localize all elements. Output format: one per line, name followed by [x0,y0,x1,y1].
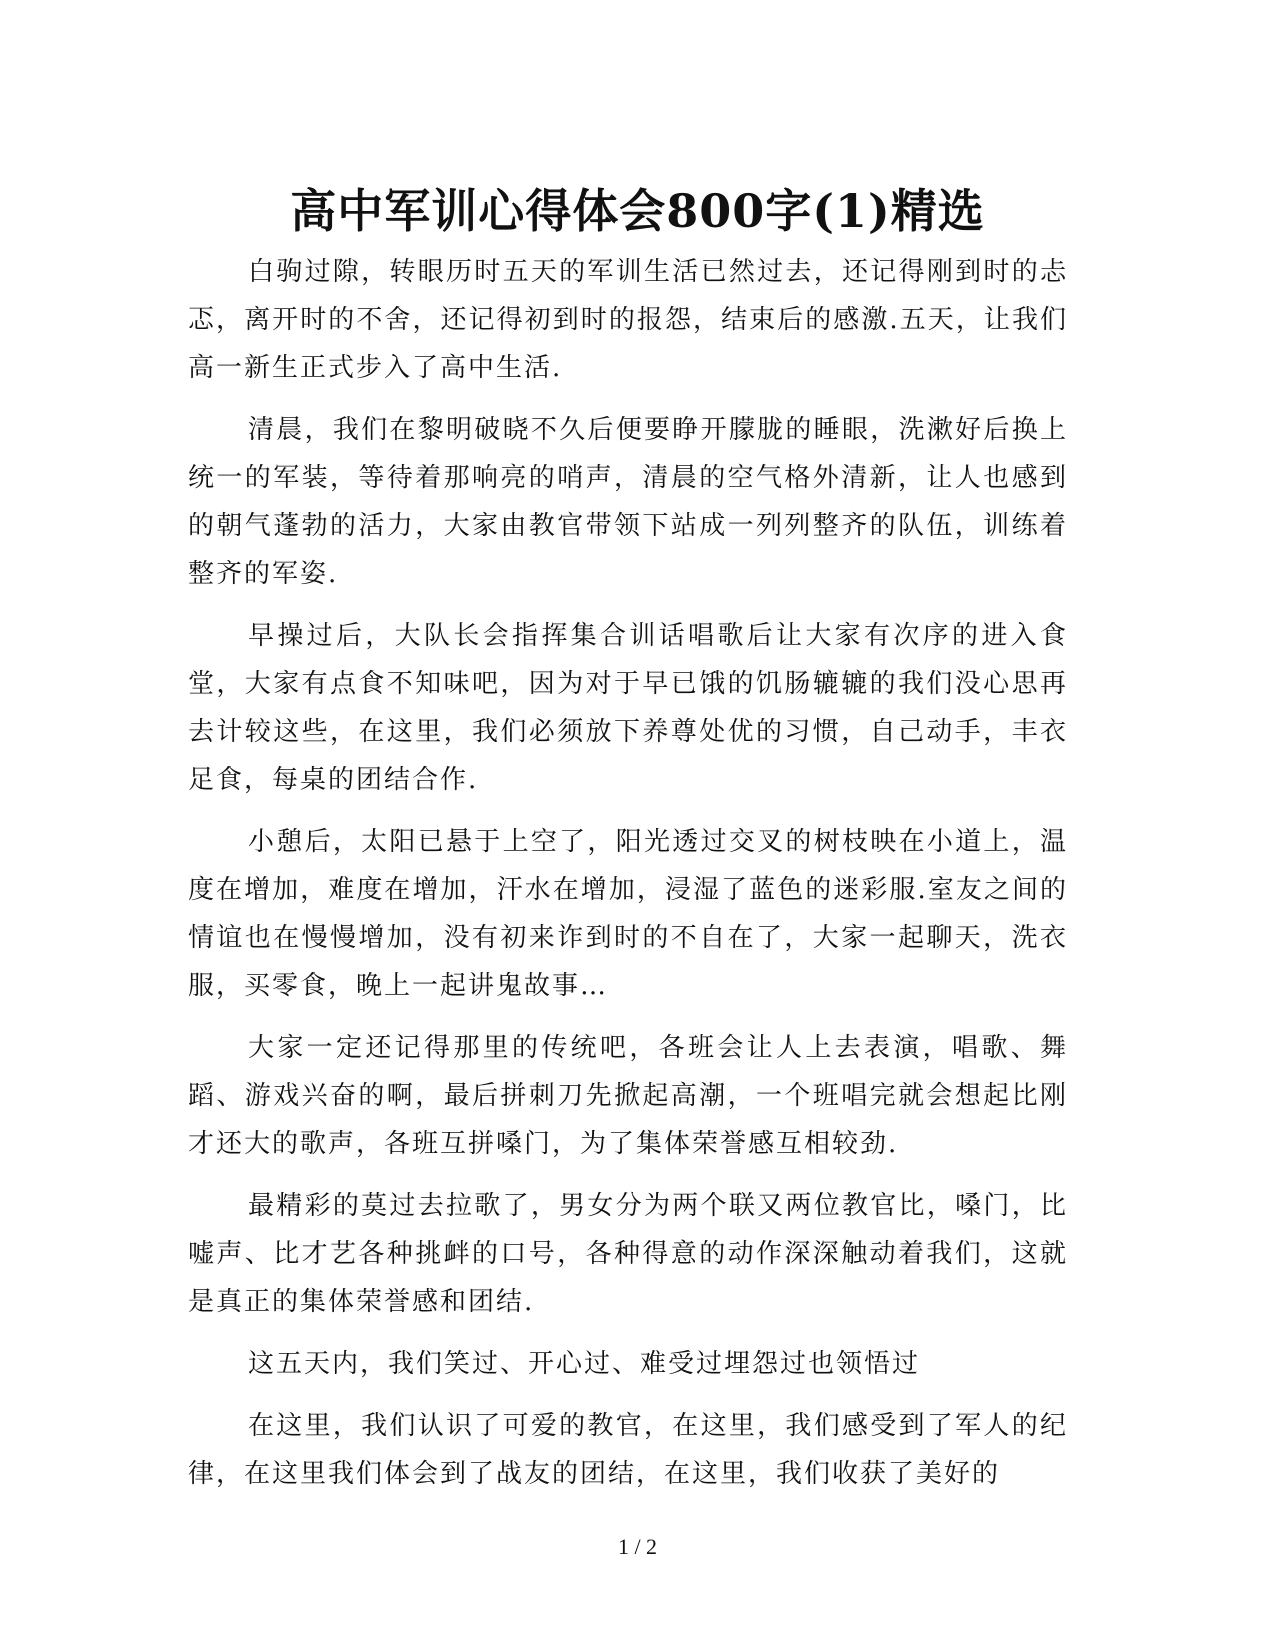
document-body [188,248,1068,1512]
paragraph-2: 清晨，我们在黎明破晓不久后便要睁开朦胧的睡眼，洗漱好后换上统一的军装，等待着那响亮的哨声，清晨的空气格外清新，让人也感到的朝气蓬勃的活力，大家由教官带领下站成一列列整齐的队伍，训练着整齐的军姿. [188,415,1068,589]
paragraph-7: 这五天内，我们笑过、开心过、难受过埋怨过也领悟过 [248,1349,921,1379]
paragraph-8: 在这里，我们认识了可爱的教官，在这里，我们感受到了军人的纪律，在这里我们体会到了战友的团结，在这里，我们收获了美好的 [188,1411,1068,1489]
page-number: 1 / 2 [617,1534,658,1559]
document-title: 高中军训心得体会800字(1)精选 [290,183,985,238]
paragraph-4: 小憩后，太阳已悬于上空了，阳光透过交叉的树枝映在小道上，温度在增加，难度在增加，汗水在增加，浸湿了蓝色的迷彩服.室友之间的情谊也在慢慢增加，没有初来诈到时的不自在了，大家一起聊天，洗衣服，买零食，晚上一起讲鬼故事… [188,827,1068,1001]
paragraph-5: 大家一定还记得那里的传统吧，各班会让人上去表演，唱歌、舞蹈、游戏兴奋的啊，最后拼刺刀先掀起高潮，一个班唱完就会想起比刚才还大的歌声，各班互拼嗓门，为了集体荣誉感互相较劲. [188,1033,1068,1159]
paragraph-1: 白驹过隙，转眼历时五天的军训生活已然过去，还记得刚到时的忐忑，离开时的不舍，还记得初到时的报怨，结束后的感激.五天，让我们高一新生正式步入了高中生活. [188,257,1068,383]
paragraph-6: 最精彩的莫过去拉歌了，男女分为两个联又两位教官比，嗓门，比嘘声、比才艺各种挑衅的口号，各种得意的动作深深触动着我们，这就是真正的集体荣誉感和团结. [188,1191,1068,1317]
paragraph-3: 早操过后，大队长会指挥集合训话唱歌后让大家有次序的进入食堂，大家有点食不知味吧，因为对于早已饿的饥肠辘辘的我们没心思再去计较这些，在这里，我们必须放下养尊处优的习惯，自己动手，丰衣足食，每桌的团结合作. [188,621,1068,795]
